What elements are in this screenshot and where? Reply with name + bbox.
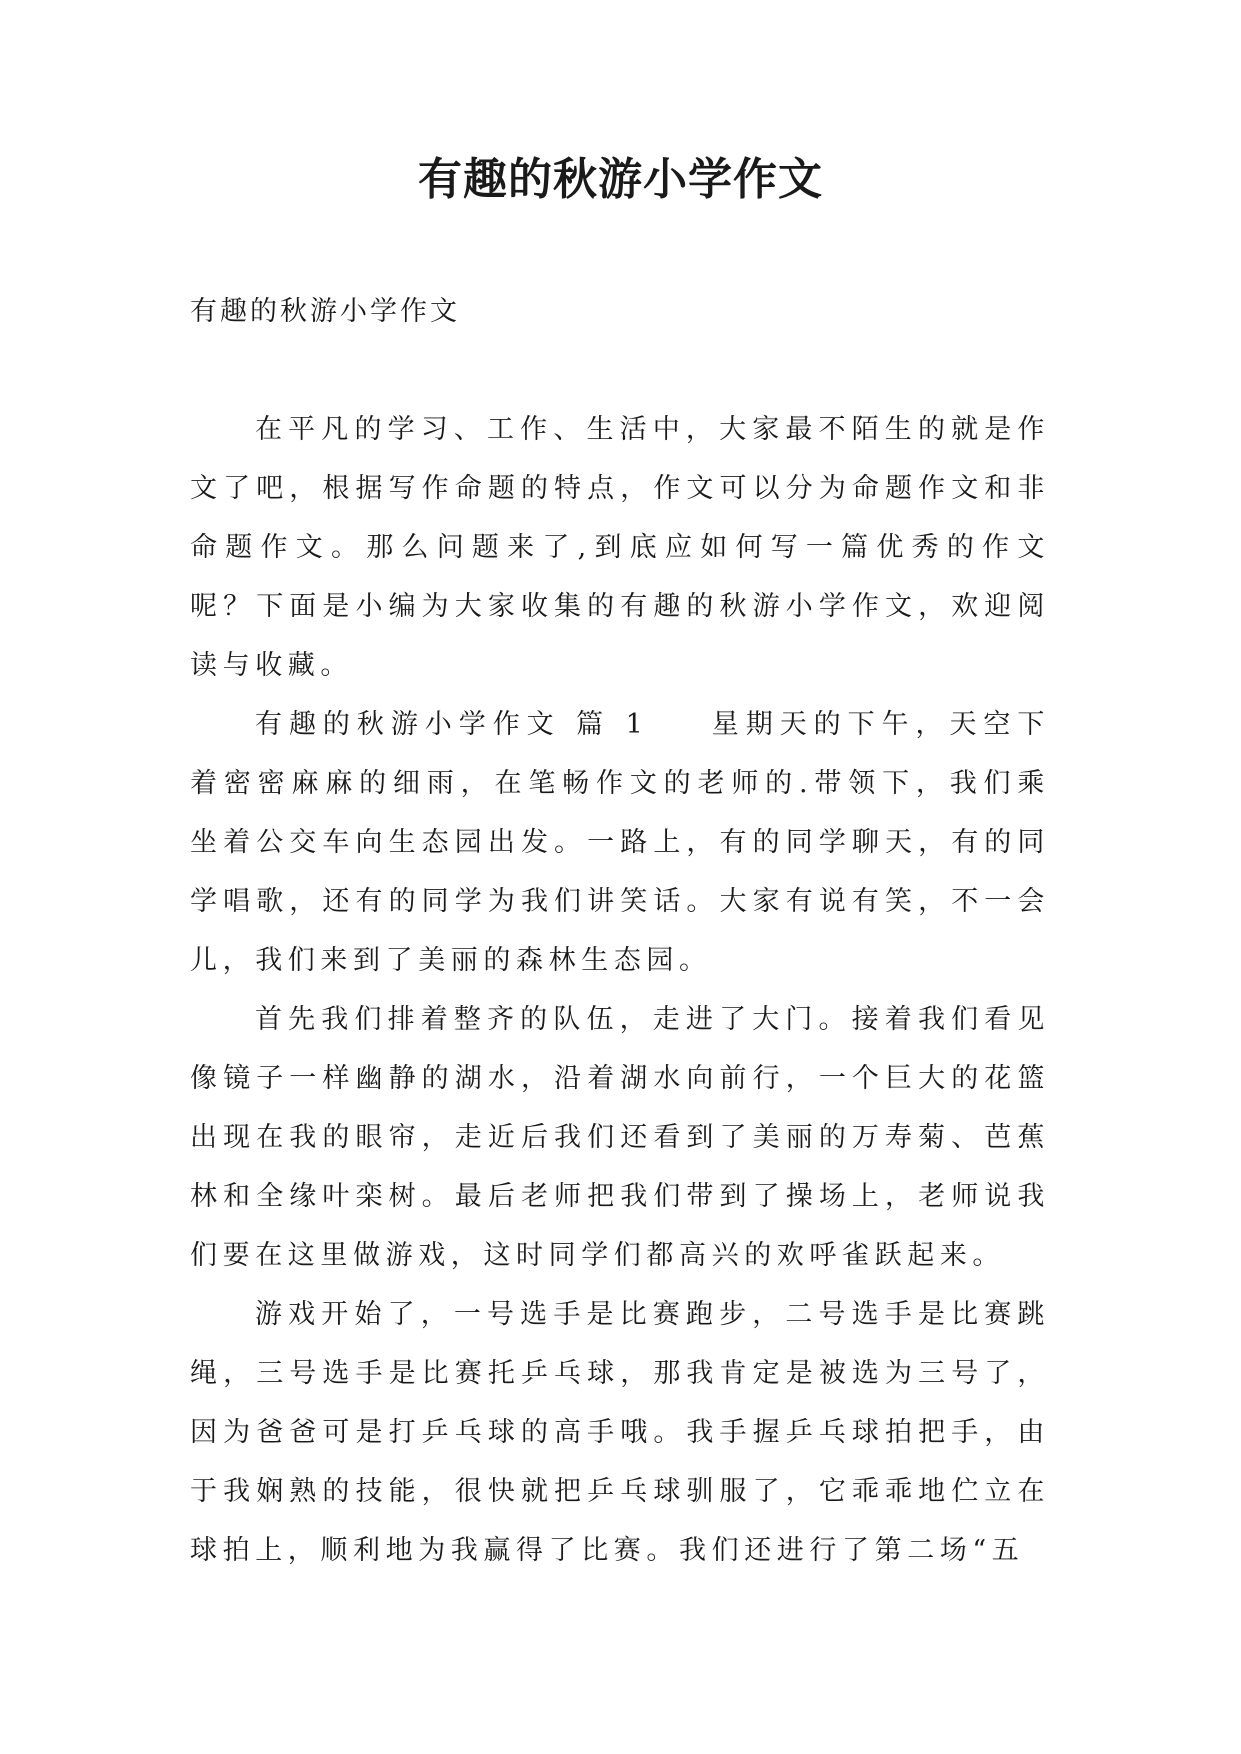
section-1-text: 星期天的下午，天空下着密密麻麻的细雨，在笔畅作文的老师的.带领下，我们乘坐着公交车向生态园出发。一路上，有的同学聊天，有的同学唱歌，还有的同学为我们讲笑话。大家有说有笑，不一会儿，我们来到了美丽的森林生态园。 <box>190 709 1050 976</box>
document-subtitle: 有趣的秋游小学作文 <box>190 296 460 327</box>
document-title: 有趣的秋游小学作文 <box>418 154 823 205</box>
paragraph-3: 游戏开始了，一号选手是比赛跑步，二号选手是比赛跳绳，三号选手是比赛托乒乓球，那我肯定是被选为三号了，因为爸爸可是打乒乓球的高手哦。我手握乒乓球拍把手，由于我娴熟的技能，很快就把乒乓球驯服了，它乖乖地伫立在球拍上，顺利地为我赢得了比赛。我们还进行了第二场“五 <box>190 1299 1050 1566</box>
intro-paragraph: 在平凡的学习、工作、生活中，大家最不陌生的就是作文了吧，根据写作命题的特点，作文可以分为命题作文和非命题作文。那么问题来了,到底应如何写一篇优秀的作文呢？下面是小编为大家收集的有趣的秋游小学作文，欢迎阅读与收藏。 <box>190 414 1050 681</box>
document-body <box>190 400 1050 1580</box>
paragraph-2: 首先我们排着整齐的队伍，走进了大门。接着我们看见像镜子一样幽静的湖水，沿着湖水向前行，一个巨大的花篮出现在我的眼帘，走近后我们还看到了美丽的万寿菊、芭蕉林和全缘叶栾树。最后老师把我们带到了操场上，老师说我们要在这里做游戏，这时同学们都高兴的欢呼雀跃起来。 <box>190 1004 1050 1271</box>
section-1-label: 有趣的秋游小学作文 篇 1 <box>255 709 649 740</box>
section-1-paragraph <box>190 695 1050 990</box>
